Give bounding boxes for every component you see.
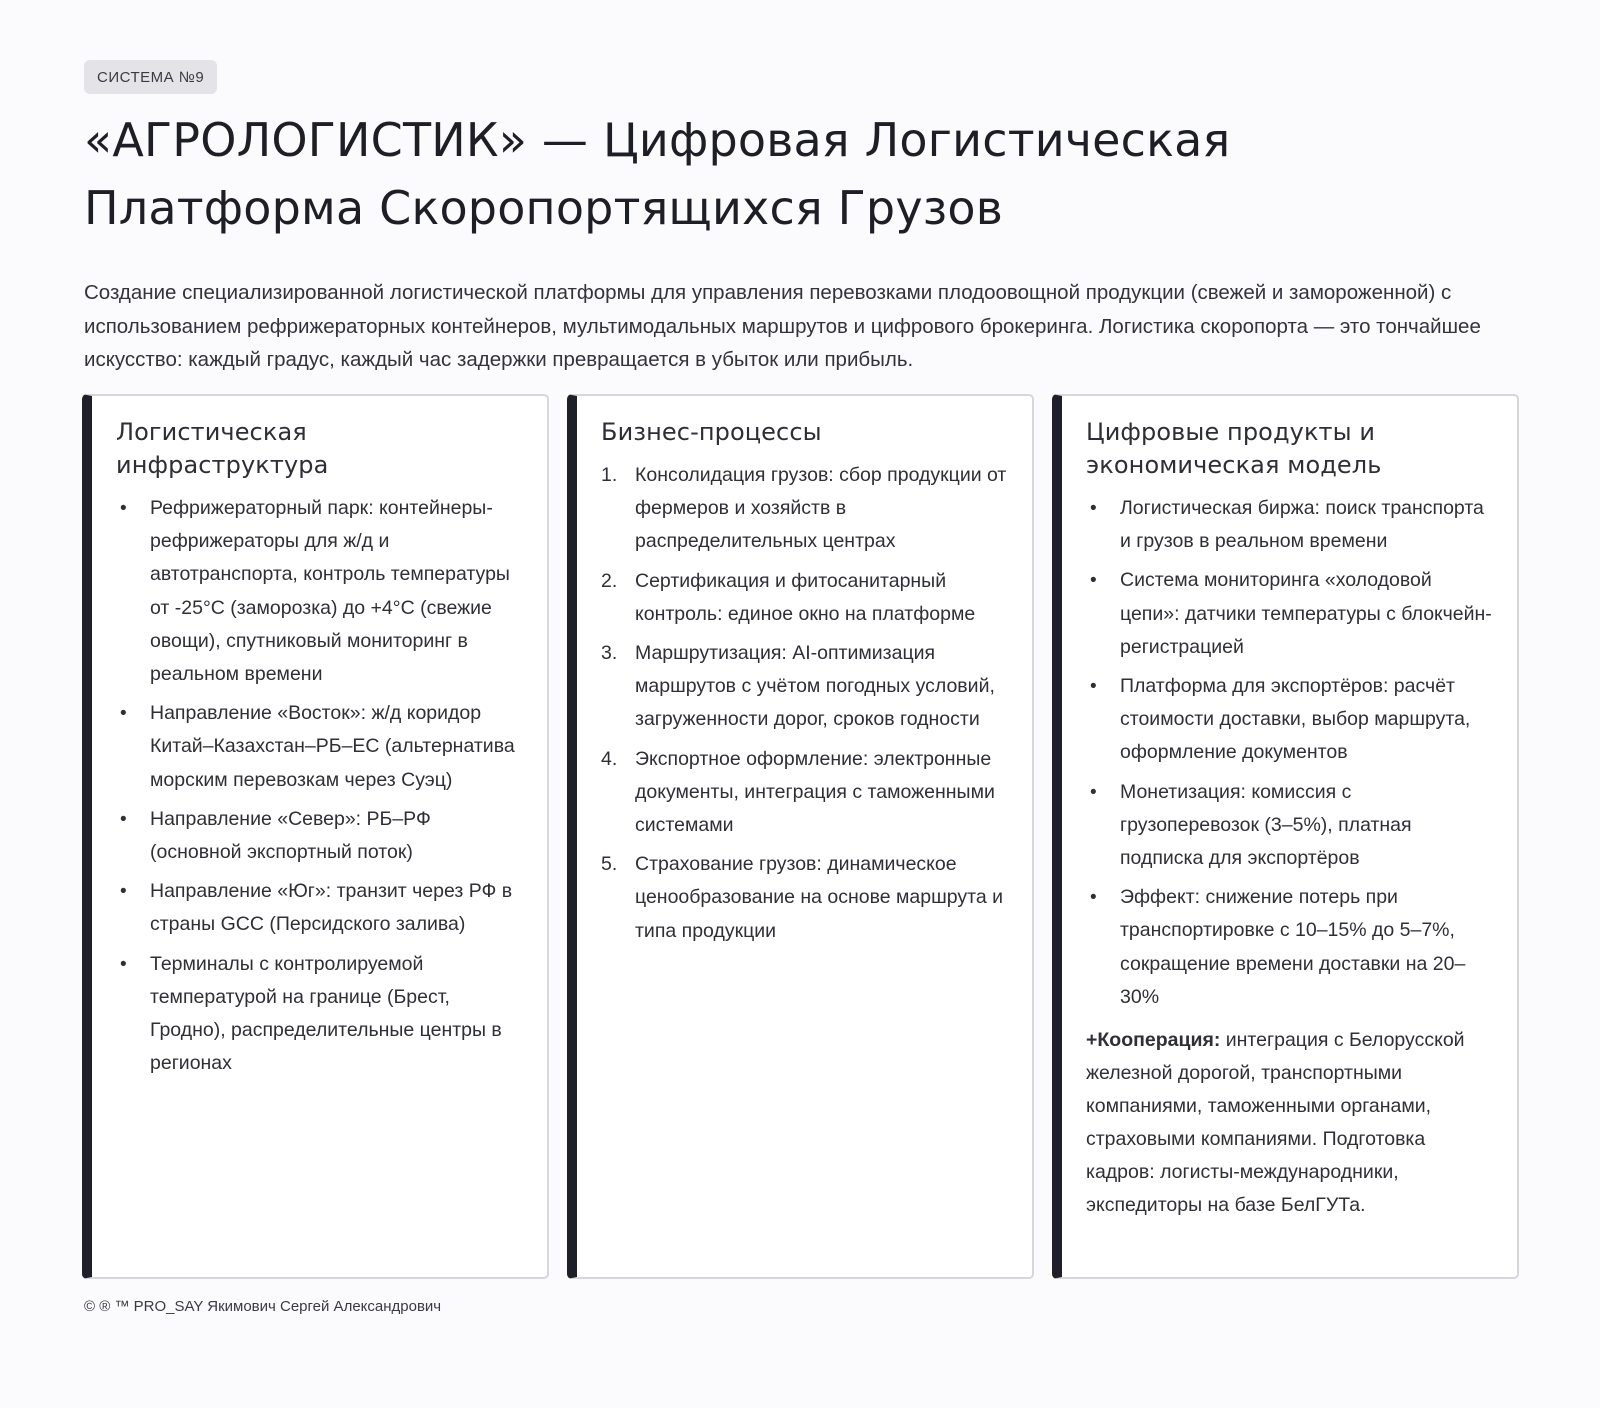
bullet-marker: • — [1090, 887, 1097, 909]
list-item-text: Сертификация и фитосанитарный контроль: единое окно на платформе — [635, 569, 976, 625]
list-item — [116, 948, 525, 1081]
list-item-text: Направление «Восток»: ж/д коридор Китай–Казахстан–РБ–ЕС (альтернатива морским перевозкам через Суэц) — [150, 702, 515, 791]
list-item-text: Монетизация: комиссия с грузоперевозок (3–5%), платная подписка для экспортёров — [1120, 780, 1412, 870]
list-item — [116, 697, 525, 797]
list-item — [601, 848, 1010, 948]
card-digital-products — [1052, 394, 1519, 1279]
bullet-marker: • — [1090, 570, 1097, 592]
bullet-marker: • — [120, 953, 127, 975]
list-item-text: Эффект: снижение потерь при транспортировке с 10–15% до 5–7%, сокращение времени доставки на 20–30% — [1120, 886, 1466, 1008]
page-content — [84, 60, 1520, 1217]
list-item-text: Экспортное оформление: электронные документы, интеграция с таможенными системами — [635, 747, 995, 837]
numbered-list — [601, 459, 1010, 948]
number-marker: 5. — [601, 853, 618, 876]
number-marker: 2. — [601, 569, 618, 592]
list-item — [1086, 670, 1495, 770]
list-item — [601, 743, 1010, 843]
number-marker: 1. — [601, 464, 618, 486]
list-item — [1086, 881, 1495, 1014]
cooperation-note — [1086, 1024, 1495, 1222]
bullet-marker: • — [120, 703, 127, 725]
list-item — [1086, 776, 1495, 876]
card-business-processes — [567, 394, 1034, 1279]
list-item — [116, 492, 525, 691]
bullet-marker: • — [1090, 676, 1097, 698]
list-item-text: Страхование грузов: динамическое ценообразование на основе маршрута и типа продукции — [635, 853, 1003, 942]
list-item-text: Направление «Юг»: транзит через РФ в страны GCC (Персидского залива) — [150, 880, 513, 936]
list-item-text: Консолидация грузов: сбор продукции от фермеров и хозяйств в распределительных центрах — [635, 464, 1007, 553]
copyright-footer: © ® ™ PRO_SAY Якимович Сергей Александрович — [84, 1298, 442, 1315]
cooperation-label: +Кооперация: — [1086, 1029, 1221, 1052]
card-heading: Бизнес-процессы — [601, 418, 822, 446]
list-item-text: Платформа для экспортёров: расчёт стоимости доставки, выбор маршрута, оформление документов — [1120, 675, 1471, 764]
list-item — [1086, 492, 1495, 558]
list-item-text: Рефрижераторный парк: контейнеры-рефрижераторы для ж/д и автотранспорта, контроль температуры от -25°C (заморозка) до +4°C (свежие овощи), спутниковый мониторинг в реальном времени — [150, 497, 510, 686]
card-heading: Цифровые продукты и экономическая модель — [1086, 418, 1382, 479]
bullet-marker: • — [120, 498, 127, 519]
list-item — [601, 459, 1010, 559]
bullet-list — [1086, 492, 1495, 1014]
bullet-marker: • — [1090, 498, 1097, 519]
list-item-text: Направление «Север»: РБ–РФ (основной экспортный поток) — [150, 807, 431, 864]
bullet-marker: • — [120, 881, 127, 903]
list-item-text: Маршрутизация: AI-оптимизация маршрутов с учётом погодных условий, загруженности дорог, сроков годности — [635, 642, 995, 731]
list-item — [601, 637, 1010, 737]
system-badge: СИСТЕМА №9 — [84, 60, 217, 94]
list-item — [116, 875, 525, 941]
page-title: «АГРОЛОГИСТИК» — Цифровая Логистическая Платформа Скоропортящихся Грузов — [84, 113, 1231, 235]
cooperation-text: интеграция с Белорусской железной дорогой, транспортными компаниями, таможенными органами, страховыми компаниями. Подготовка кадров: логисты-международники, экспедиторы на базе БелГУТа. — [1086, 1029, 1465, 1217]
list-item-text: Система мониторинга «холодовой цепи»: датчики температуры с блокчейн-регистрацией — [1120, 569, 1492, 658]
list-item — [116, 803, 525, 869]
cards-row — [82, 394, 1524, 1287]
card-infrastructure — [82, 394, 549, 1279]
number-marker: 3. — [601, 642, 618, 665]
bullet-marker: • — [1090, 781, 1097, 803]
card-heading: Логистическая инфраструктура — [116, 418, 329, 479]
list-item — [601, 565, 1010, 631]
number-marker: 4. — [601, 747, 618, 770]
list-item-text: Логистическая биржа: поиск транспорта и грузов в реальном времени — [1120, 497, 1484, 553]
list-item — [1086, 564, 1495, 664]
list-item-text: Терминалы с контролируемой температурой на границе (Брест, Гродно), распределительные центры в регионах — [150, 952, 502, 1075]
bullet-list — [116, 492, 525, 1080]
bullet-marker: • — [120, 808, 127, 830]
lead-paragraph: Создание специализированной логистической платформы для управления перевозками плодоовощной продукции (свежей и замороженной) с использованием рефрижераторных контейнеров, мультимодальных маршрутов и цифрового брокеринга. Логистика скоропорта — это тончайшее искусство: каждый градус, каждый час задержки превращается в убыток или прибыль. — [84, 281, 1481, 371]
